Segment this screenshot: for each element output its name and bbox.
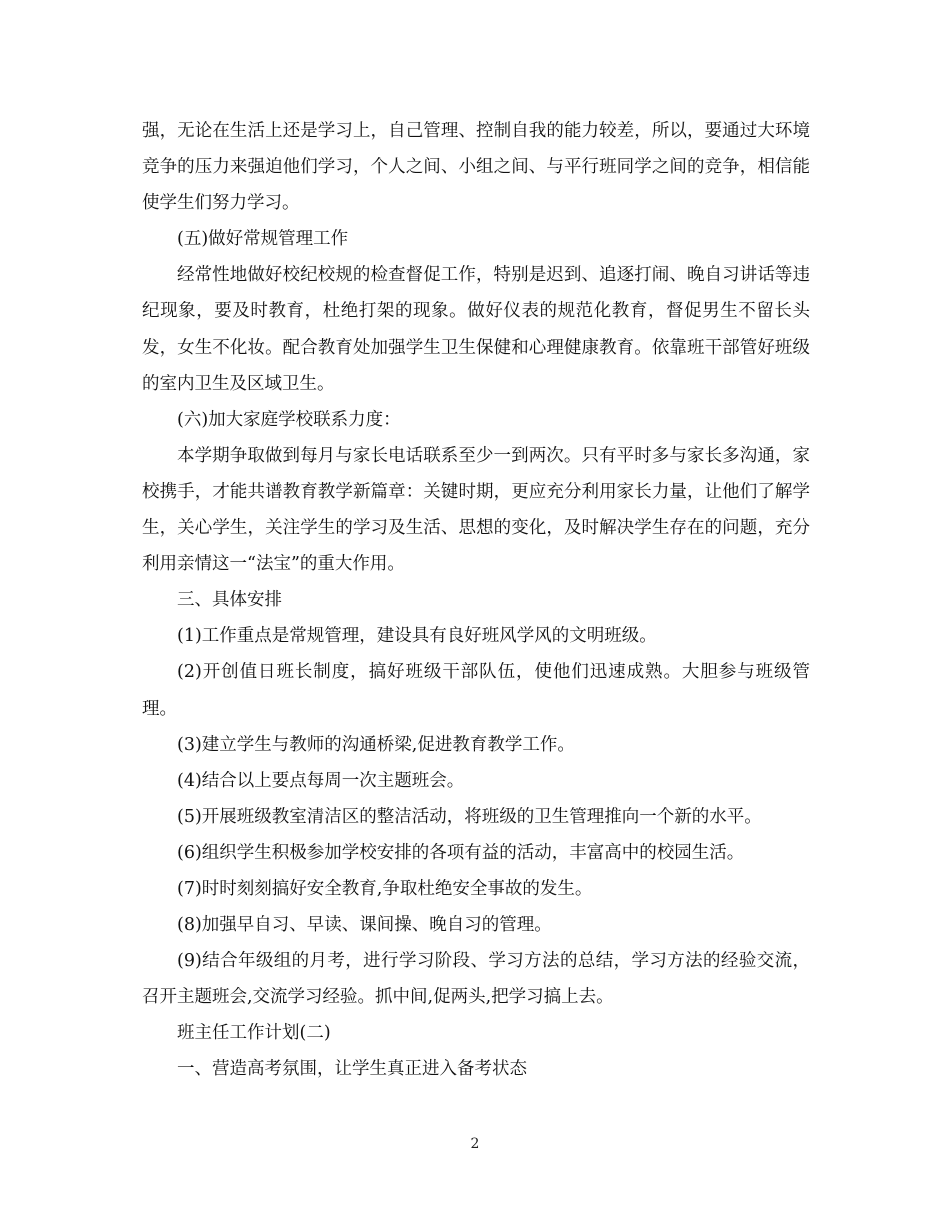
paragraph-routine-management: 经常性地做好校纪校规的检查督促工作，特别是迟到、追逐打闹、晚自习讲话等违纪现象，要及时教育，杜绝打架的现象。做好仪表的规范化教育，督促男生不留长头发，女生不化妆。配合教育处加强学生卫生保健和心理健康教育。依靠班干部管好班级的室内卫生及区域卫生。: [142, 265, 810, 394]
paragraph-continuation: 强，无论在生活上还是学习上，自己管理、控制自我的能力较差，所以，要通过大环境竞争的压力来强迫他们学习，个人之间、小组之间、与平行班同学之间的竞争，相信能使学生们努力学习。: [142, 121, 810, 214]
list-item-9: (9)结合年级组的月考，进行学习阶段、学习方法的总结，学习方法的经验交流，召开主题班会,交流学习经验。抓中间,促两头,把学习搞上去。: [142, 951, 810, 1008]
list-item-2: (2)开创值日班长制度，搞好班级干部队伍，使他们迅速成熟。大胆参与班级管理。: [142, 662, 810, 719]
list-item-4: (4)结合以上要点每周一次主题班会。: [177, 770, 465, 791]
section-heading-exam-atmosphere: 一、营造高考氛围，让学生真正进入备考状态: [177, 1059, 527, 1080]
list-item-8: (8)加强早自习、早读、课间操、晚自习的管理。: [177, 915, 552, 936]
section-heading-home-school-contact: (六)加大家庭学校联系力度：: [177, 409, 401, 430]
list-item-1: (1)工作重点是常规管理，建设具有良好班风学风的文明班级。: [177, 626, 657, 647]
list-item-7: (7)时时刻刻搞好安全教育,争取杜绝安全事故的发生。: [177, 878, 593, 899]
list-item-6: (6)组织学生积极参加学校安排的各项有益的活动，丰富高中的校园生活。: [177, 842, 745, 863]
section-heading-specific-arrangements: 三、具体安排: [177, 590, 282, 611]
paragraph-home-school-contact: 本学期争取做到每月与家长电话联系至少一到两次。只有平时多与家长多沟通，家校携手，才能共谱教育教学新篇章：关键时期，更应充分利用家长力量，让他们了解学生，关心学生，关注学生的学习及生活、思想的变化，及时解决学生存在的问题，充分利用亲情这一“法宝”的重大作用。: [142, 445, 810, 575]
list-item-5: (5)开展班级教室清洁区的整洁活动，将班级的卫生管理推向一个新的水平。: [177, 806, 762, 827]
list-item-3: (3)建立学生与教师的沟通桥梁,促进教育教学工作。: [177, 734, 575, 755]
section-heading-plan-two: 班主任工作计划(二): [177, 1023, 331, 1044]
section-heading-routine-management: (五)做好常规管理工作: [177, 229, 349, 250]
page-number: 2: [470, 1136, 480, 1152]
document-page: [142, 113, 810, 1088]
